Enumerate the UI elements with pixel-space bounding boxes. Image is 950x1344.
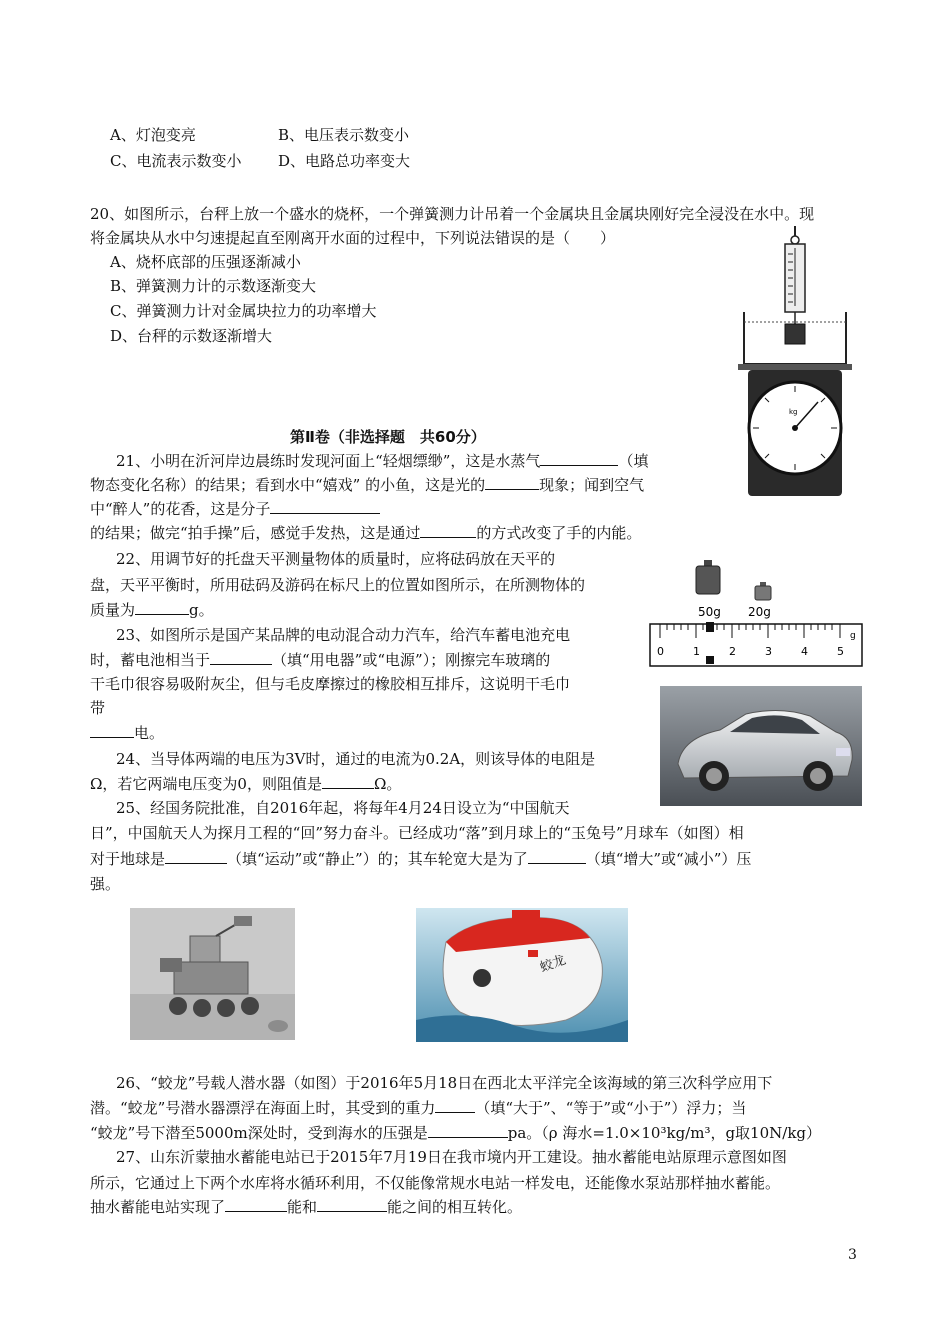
q25-blank-2 (528, 849, 586, 864)
q19-option-c: C、电流表示数变小 (110, 152, 242, 170)
q23-blank-2 (90, 723, 134, 738)
q26-line2: 潜。“蛟龙”号潜水器漂浮在海面上时，其受到的重力 （填“大于”、“等于”或“小于”）浮力；当 (90, 1099, 747, 1117)
ruler-tick-2: 2 (729, 645, 736, 658)
q25-line2: 日”，中国航天人为探月工程的“回”努力奋斗。已经成功“落”到月球上的“玉兔号”月球车（如图）相 (90, 824, 744, 842)
q21-line2: 物态变化名称）的结果；看到水中“嬉戏” 的小鱼，这是光的 现象；闻到空气 (90, 476, 645, 494)
rider-marker (706, 622, 714, 632)
q21-line1: 21、小明在沂河岸边晨练时发现河面上“轻烟缥缈”，这是水蒸气 （填 (116, 452, 649, 470)
q24-blank (322, 774, 374, 789)
q25-blank-1 (165, 849, 227, 864)
q24-line1: 24、当导体两端的电压为3V时，通过的电流为0.2A，则该导体的电阻是 (116, 750, 596, 768)
submersible-name-label: 蛟龙 (538, 952, 568, 976)
ruler-tick-5: 5 (837, 645, 844, 658)
q20-option-b: B、弹簧测力计的示数逐渐变大 (110, 277, 317, 295)
q26-line1: 26、“蛟龙”号载人潜水器（如图）于2016年5月18日在西北太平洋完全该海域的第三次科学应用下 (116, 1074, 773, 1092)
q19-option-b: B、电压表示数变小 (278, 126, 410, 144)
q20-stem-line2: 将金属块从水中匀速提起直至刚离开水面的过程中，下列说法错误的是（ ） (90, 229, 616, 247)
q22-blank (135, 600, 189, 615)
lunar-rover-photo (130, 908, 295, 1040)
q27-line1: 27、山东沂蒙抽水蓄能电站已于2015年7月19日在我市境内开工建设。抽水蓄能电站原理示意图如图 (116, 1148, 787, 1166)
q21-line4: 的结果；做完“拍手操”后，感觉手发热，这是通过 的方式改变了手的内能。 (90, 524, 642, 542)
section-title: 第Ⅱ卷（非选择题 共60分） (290, 428, 486, 446)
q20-option-c: C、弹簧测力计对金属块拉力的功率增大 (110, 302, 377, 320)
balance-weights-figure (648, 556, 864, 670)
q27-line2: 所示，它通过上下两个水库将水循环利用，不仅能像常规水电站一样发电，还能像水泵站那样抽水蓄能。 (90, 1174, 781, 1192)
weight-20g-label: 20g (748, 605, 771, 619)
q22-line3: 质量为 g。 (90, 601, 214, 619)
q24-line2: Ω，若它两端电压变为0，则阻值是 Ω。 (90, 775, 402, 793)
q23-blank-1 (210, 650, 272, 665)
q26-line3: “蛟龙”号下潜至5000m深处时，受到海水的压强是 pa。（ρ 海水=1.0×10³kg/m³，g取10N/kg） (90, 1124, 822, 1142)
scale-unit-label: kg (789, 408, 798, 416)
spring-scale-figure (738, 226, 852, 498)
q20-option-d: D、台秤的示数逐渐增大 (110, 327, 273, 345)
q25-line1: 25、经国务院批准，自2016年起，将每年4月24日设立为“中国航天 (116, 799, 570, 817)
q20-option-a: A、烧杯底部的压强逐渐减小 (110, 253, 301, 271)
ruler-tick-3: 3 (765, 645, 772, 658)
q21-blank-4 (420, 523, 476, 538)
q23-line2: 时，蓄电池相当于 （填“用电器”或“电源”）；刚擦完车玻璃的 (90, 651, 551, 669)
q22-line1: 22、用调节好的托盘天平测量物体的质量时，应将砝码放在天平的 (116, 550, 556, 568)
q19-option-a: A、灯泡变亮 (110, 126, 196, 144)
jiaolong-submersible-photo (416, 908, 628, 1042)
q27-blank-2 (317, 1197, 387, 1212)
q21-blank-2 (485, 475, 539, 490)
hybrid-car-photo (660, 686, 862, 806)
ruler-tick-4: 4 (801, 645, 808, 658)
weight-50g-label: 50g (698, 605, 721, 619)
q26-blank-2 (428, 1123, 508, 1138)
q23-line1: 23、如图所示是国产某品牌的电动混合动力汽车，给汽车蓄电池充电 (116, 626, 571, 644)
ruler-unit: g (850, 631, 856, 641)
q20-stem-line1: 20、如图所示，台秤上放一个盛水的烧杯，一个弹簧测力计吊着一个金属块且金属块刚好完全浸没在水中。现 (90, 205, 815, 223)
q23-line3: 干毛巾很容易吸附灰尘，但与毛皮摩擦过的橡胶相互排斥，这说明干毛巾 (90, 675, 571, 693)
q23-line5: 电。 (90, 722, 164, 744)
q25-line3: 对于地球是 （填“运动”或“静止”）的；其车轮宽大是为了 （填“增大”或“减小”）压 (90, 850, 752, 868)
q21-line3: 中“醉人”的花香，这是分子 (90, 498, 380, 520)
page-number: 3 (848, 1247, 857, 1263)
q19-option-d: D、电路总功率变大 (278, 152, 411, 170)
q21-blank-1 (540, 451, 618, 466)
q21-blank-3 (270, 499, 380, 514)
q26-blank-1 (435, 1098, 475, 1113)
q27-line3: 抽水蓄能电站实现了 能和 能之间的相互转化。 (90, 1198, 523, 1216)
q22-line2: 盘，天平平衡时，所用砝码及游码在标尺上的位置如图所示，在所测物体的 (90, 576, 586, 594)
ruler-tick-1: 1 (693, 645, 700, 658)
q25-line4: 强。 (90, 875, 121, 893)
ruler-tick-0: 0 (657, 645, 664, 658)
q27-blank-1 (225, 1197, 287, 1212)
q23-line4: 带 (90, 699, 106, 717)
